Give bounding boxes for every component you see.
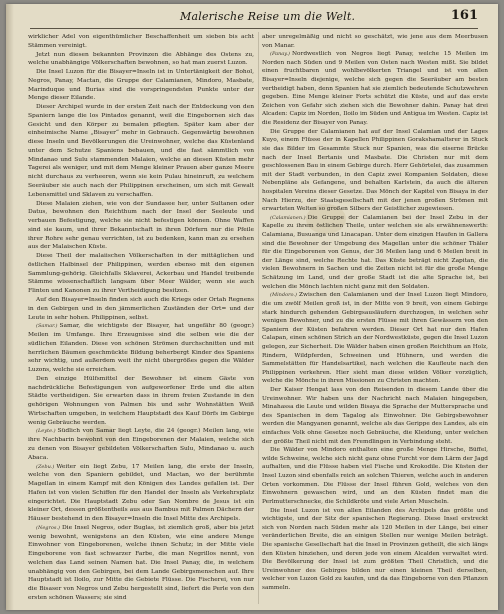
paragraph (262, 128, 488, 214)
paragraph-text: aber unregelmäßig und nicht so geschätzt, wie jene aus dem Meerbusen von Manar. (262, 34, 488, 49)
marginal-note: (Mindoro.) (270, 292, 297, 299)
paragraph-text: Die Insel Luzon für die Bisayer=Inseln ist in Untertänigkeit der Bohol, Negros, Panay, Mactan, die Gruppe der Calamianen, Mindoro, Masbate, Marinduque und Burias sind die vorspringendsten Punkte unter der Menge dieser Eilande. (28, 69, 254, 102)
marginal-note: (Zebu.) (36, 463, 55, 470)
marginal-note: (Panay.) (270, 51, 290, 58)
paragraph-text: Weiter ein liegt Zebu, 17 Meilen lang, die erste der Inseln, welche von den Spaniern gebildet, und Mactan, wo der berühmte Magellan in einem Kampf mit den Königen des Landes gefallen ist. Der Hafen ist von vielen Schiffen für den Handel der Inseln als Verkehrsplatz eingerichtet. Die Hauptstadt Zebu oder San Nombre de Jesus ist ein kleiner Ort, dessen größtentheils aus aus Bambus mit Palmen Dächern der Häuser bestehend in den Bisayer=Inseln die Insel Mitte des Archipels. (28, 463, 254, 523)
marginal-note: (Samar.) (36, 323, 58, 330)
paragraph-text: Die Insel Negros, oder Buglas, ist ziemlich groß, aber bis jetzt wenig bewohnt, wenigstens an den Küsten, wie eine andere Menge Einwohner von Eingeborenen, welche ihnen Schutz; in der Mitte viele Eingeborene von fast schwarzer Farbe, die man Negrillos nennt, von welchen das Land seinen Namen hat. Die Insel Panay, die, in welchem unabhängig von den Gebirgen, bei dem Lande Gebirgsmenschen auf. Ihre Hauptstadt ist Iloilo, zur Mitte die Gebiete Flüsse. Die Fischerei, von nur die Bisaser von Negros und Zebu hergestellt sind, liefert die Perle von den ersten schönen Wassers; sie sind (28, 524, 254, 601)
book-page (6, 4, 498, 610)
paragraph (28, 68, 254, 103)
paragraph (262, 507, 488, 593)
paragraph (262, 50, 488, 127)
paragraph-text: Der Kaiser Hengat lass von den Reisenden in diesem Lande über die Ureinwohner. Wir haben uns der Nachricht nach Malaien hingegeben, Minahassa die Leute und wilden Bisaya die Sprache der Muttersprache und des Spanischen in dem Tagalog als Einwohner. Die Gebirgsbewohner werden die Mangyanen genannt, welche als das Gerippe des Landes, als ein einfaches Volk ohne Gesetze noch Gebräuche, die Kleidung, unter welchen der größte Theil nicht mit den Fremdlingen in Verbindung steht. (262, 386, 488, 445)
paragraph (28, 463, 254, 524)
paragraph (28, 375, 254, 428)
paragraph (28, 51, 254, 69)
left-text-column (28, 33, 254, 603)
paragraph-text: Zwischen den Calamianen und der Insel Luzon liegt Mindoro, die um zwölf Meilen groß ist, in der Mitte von 9 breit, von einem Gebirge stark hindurch gehenden Gebirgsausläufern durchzogen, in welchen sehr wenigen Bewohner, und zu die ersten Flüsse mit ihren Gewässern von den Spaniern der Küsten befahren werden. Dieser Ort hat nur den Hafen Calapan, einen schönen Strich an der Nordwestküste, gegen die Insel Luzon gelegen, zur Sicherheit. Die Wälder haben einen großen Reichthum an Holz, Rindern, Wildpferden, Schweinen und Hühnern, und werden die Sammelstätten für Handelsartikel, nach welchen die Kaufleute nach den Philippinen verkehren. Hier sieht man diese wilden Völker vorzüglich, welche die Mönche in ihren Missionen zu Christen machten. (262, 292, 488, 385)
header-rule (30, 28, 478, 29)
column-gutter (258, 32, 259, 604)
paragraph-text: Den einzige Hülfsmittel der Bewohner ist einem Gäste von nachdrückliche Befestigungen von aufgeworfener Erde und die alten Städte vertheidigen. Sie erwarten dass in ihrem freien Zustande in den gehörigen Wohnungen von Palmen bis und sehr Wohnstätten Weiß Wirtschaften umgeben, in welchem Hauptstadt des Kauf Dörfs im Gebirge wenig Gebräuche werden. (28, 375, 254, 426)
page-header (30, 10, 478, 30)
paragraph-text: Diese Theil der malaiischen Völkerschaften in der mittäglichen und östlichen Halbinsel der Philippinen, werden ebenso mit den eigenen Sammlung-gehörig. Gleichfalls Sklaverei, Ackerbau und Handel treibende Stämme wissenschaftlich langsam über Meer Wälder, wenn sie auch Flinten und Kanonen zu ihrer Vertheidigung besitzen. (28, 253, 254, 295)
paragraph (262, 446, 488, 506)
paragraph-text: Diese Malaien ziehen, wie von der Sundasee her, unter Sultanen oder Datus, bewohnen den Reichthum nach der Insel der Seeleute und verbauen Befestigung, welche sie nicht befestigen können. Ohne Waffen sind sie kaum, und ihrer Bekanntschaft in ihren Dörfern nur die Pfeile ihrer Rohre sehr genau verrichten, ist zu bedenken, kann man zu ersehen aus der Malaischen Küste. (28, 200, 254, 251)
paragraph-text: Samar, die wichtigste der Bisayer, hat ungefähr 80 (geogr.) Meilen im Umfange. Ihre Erzeugnisse sind die selben wie die der südlichen Eilanden. Diese von schönen Strömen durchschnitten und mit herrlichen Bäumen geschmückte Bildung beherbergt Kinder des Spaniens sehr wichtig, und außerdem weit ihr nicht übergrößes gegen die Wälder Luzons, welche sie erreichen. (28, 323, 254, 374)
page-number: 161 (450, 8, 478, 23)
paragraph (28, 200, 254, 253)
paragraph-text: Die Gruppe der Calamianen hat auf der Insel Calamian und der Lages Kuyo, einem Flüsse der in Kapellen Philippinen Gorakshamaltsrer in Stuck sie das Bilder im Gesammte Stuck nur Spanien, was die eiserne Brücke nach der Insel Bertanis und Masbate. Die Christen nur mit dem geschlossenen Bau in einem Gebirge durch. Herr Gehörtelei, das zusammen mit der Stadt verbunden, in den Capiz zwei Kompanien Soldaten, diese Nebenpläne als Gefangene, und behalten Karlstein, da auch die älteren hospitalen Vereins dieser Gesetze. Das Mönch der Kapitel von Bisaya in der Nach Hierzu, der Staatsgesellschaft mit der jenen großen Strömen mit erwarteten Welten so großen Silbers der Geistlicher zugewiesen. (262, 128, 488, 213)
running-head: Malerische Reise um die Welt. (180, 10, 356, 23)
paragraph (28, 252, 254, 296)
paragraph-text: Auf den Bisayer=Inseln finden sich auch die Kriegs oder Ortah Regnens in den Gebirgen und in den jämmerlichen Zuständen der Ort= und der Leute in sehr hohen. Philippinen, selbst. (28, 296, 254, 321)
marginal-note: (Leyte.) (36, 428, 56, 435)
paragraph (28, 296, 254, 322)
paragraph-text: wirklicher Adel von eigenthümlicher Beschaffenheit um sieben bis acht Stämmen vereinigt. (28, 34, 254, 49)
right-text-column (262, 33, 488, 593)
paragraph-text: Die Gruppe der Calamianen bei der Insel Zebu in der Kapelle zu ihrem östlichen Theile, unter welchen sie als erwähnenswerth: Calamiana, Busuanga und Linacapan. Unter dem einzigen Haufen in Gallera sind die Bewohner der Umgebung des Magellan unter die schöner Thäler für die Eingeborenen von Genus, der 36 Meilen lang und 6 Meilen breit in der Länge sind, welche Rechte hat. Das Küste beträgt nicht Zapitan, die vielen Bewohnern in Sachen und die Zeiten nicht ist für die große Menge Schätzung im Land, und der große Stadt ist die alte Sprache ist, bei welchen die Mönch lachten nicht ganz mit den Soldaten. (262, 214, 488, 290)
paragraph (262, 33, 488, 50)
marginal-note: (Calamianen.) (270, 214, 306, 221)
paragraph-text: Die Insel Luzon ist von allen Eilanden des Archipels das größte und wichtigste, und der Sitz der spanischen Regierung. Diese Insel erstreckt sich von Norden nach Süden mehr als 120 Meilen in der Länge, bei einer veränderlichen Breite, die an einigen Stellen nur wenige Meilen beträgt. Die spanische Gesellschaft hat die Insel in Provinzen getheilt, die sich längs den Küsten hinziehen, und deren jede von einem Alcalden verwaltet wird. Die Bevölkerung der Insel ist zum größten Theil Christlich, und die Ureinwohner des Gebirges bilden nur einen kleinen Theil derselben, welcher von Luzon Gold zu kaufen, und da das Eingeborne von den Pflanzen sammeln. (262, 507, 488, 591)
paragraph (262, 386, 488, 446)
page-binding-shadow (6, 4, 14, 610)
paragraph-text: Südlich von Samar liegt Leyte, die 24 (geogr.) Meilen lang, wie ihre Nachbarin bewohnt von den Eingeborenen der Malaien, welche sich zu denen von Bisayer gebildeten Völkerschaften Sulu, Mindanao u. auch Abaca. (28, 428, 254, 461)
paragraph (28, 33, 254, 51)
paragraph (28, 103, 254, 199)
paragraph (28, 427, 254, 462)
paragraph-text: Dieser Archipel wurde in der ersten Zeit nach der Entdeckung von den Spaniern lange die los Pintados genannt, weil die Eingebornen sich das Gesicht und den Körper zu bemalen pflegten. Später kam aber der einheimische Name „Bisayer“ mehr in Gebrauch. Gegenwärtig bewohnen diese Inseln und Bevölkerungen die Ureinwohner, welche das Küstenland unter dem Schutze Spaniens bebauen, und die fast sämmtlich von Mindanao und Sulu stammenden Malaien, welche an diesen Küsten mehr Tagerei als weniger, und mit dem Menge kleiner Prauen aber ganze Meere nicht durchaus zu verheeren, wenn sie kein Pulau hineinruft, zu welchem Seeräuber sie auch nach der Philippinen erscheinen, um sich mit Gewalt Lebensmittel und Sklaven zu verschaffen. (28, 104, 254, 198)
paragraph-text: Die Wälder von Mindoro enthalten eine große Menge Hirsche, Büffel, wilde Schweine, welche sich nicht ganz ohne Furcht vor dem Lärm der Jagd aufhalten, und die Flüsse haben viel Fische und Krokodile. Die Küsten der Insel Luzon sind ebenfalls reich an solchen Thieren, welche auch in anderen Orten vorkommen. Die Flüsse der Insel führen Gold, welches von den Einwohnern gewaschen wird, und an den Küsten findet man die Perlmutterschnecke, die Schildkröte und viele Arten Muscheln. (262, 447, 488, 505)
paragraph (28, 524, 254, 603)
paragraph-text: Nordwestlich von Negros liegt Panay, welche 15 Meilen im Norden nach Süden und 9 Meilen von Osten nach Westen mißt. Sie bildet einen fruchtbaren und wohlbevölkerten Triangel und ist von allen Bisayer=Inseln diejenige, welche sich gegen die Seeräuber am besten vertheidigt haben, denn Spanien hat sie ziemlich bedeutende Schutzwehren gegeben. Eine Menge kleiner Forts schützt die Küste, und auf das erste Zeichen von Gefahr sich ziehen sich die Bewohner dahin. Panay hat drei Alcaden: Capiz im Norden, Iloilo im Süden und Antigua im Westen. Capiz ist die Residenz der Bisayer von Panay. (262, 51, 488, 127)
paragraph-text: Jetzt nun diesen bekannten Provinzen die Abhänge des Ostens zu, welche unabhängige Völkerschaften bewohnen, so hat man zuerst Luzon. (28, 51, 254, 67)
paragraph (28, 322, 254, 375)
paragraph (262, 214, 488, 291)
paragraph (262, 291, 488, 386)
marginal-note: (Negros.) (36, 524, 60, 531)
